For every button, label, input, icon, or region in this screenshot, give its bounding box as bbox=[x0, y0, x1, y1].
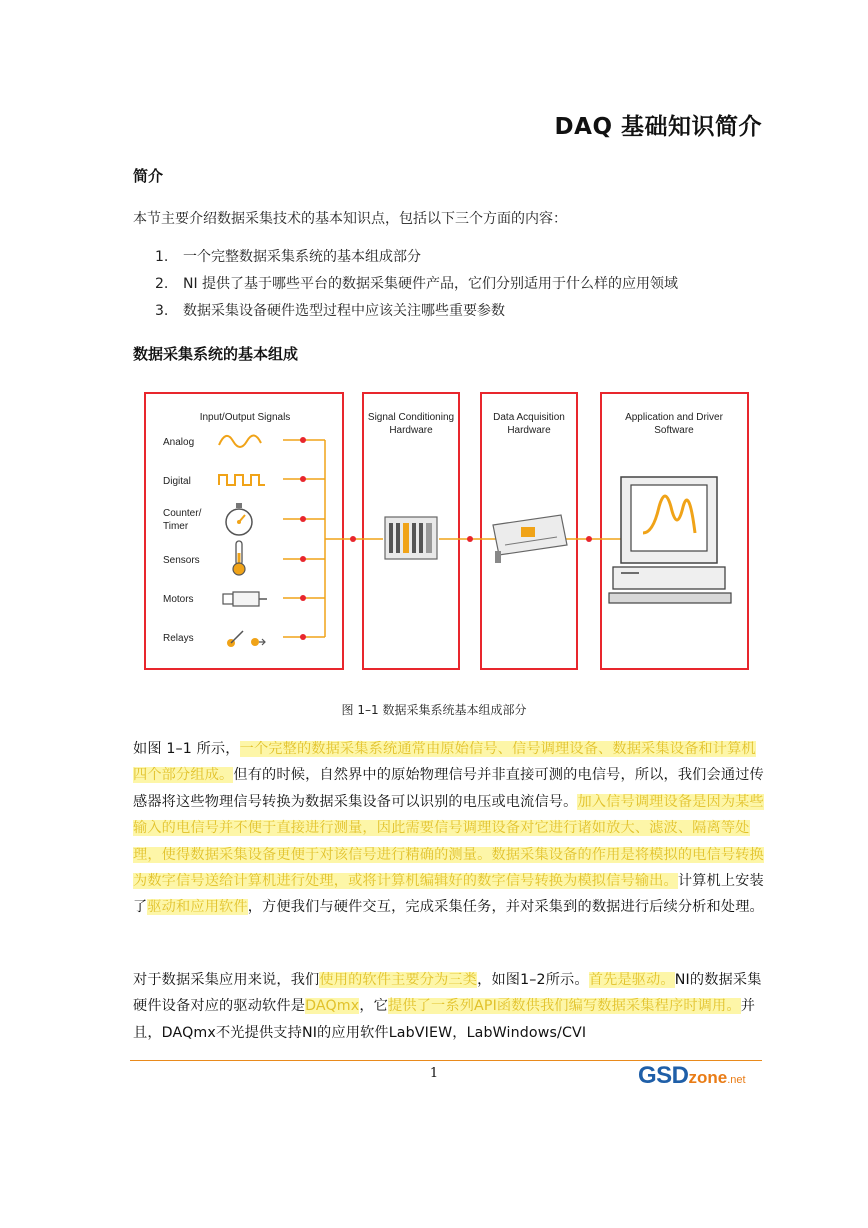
section-heading-components: 数据采集系统的基本组成 bbox=[133, 345, 299, 363]
signal-label-analog: Analog bbox=[163, 437, 195, 448]
sc-box-title-1: Signal Conditioning bbox=[367, 412, 455, 423]
highlighted-text: 加入信号调理设备是因为某些输入的电信号并不便于直接进行测量，因此需要信号调理设备对它进行诸如放大、滤波、隔离等处理，使得数据采集设备更便于对该信号进行精确的测量。数据采集设备的作用是将模拟的电信号转换为数字信号送给计算机进行处理，或将计算机编辑好的数字信号转换为模拟信号输出。 bbox=[133, 793, 764, 890]
section-heading-intro: 简介 bbox=[133, 167, 164, 185]
list-item bbox=[155, 246, 421, 266]
analog-wave-icon bbox=[219, 435, 261, 447]
highlighted-text: 首先是驱动。 bbox=[588, 972, 675, 988]
text-run: 但有的时候，自然界中的原始物理信号并非直接可测的电信号，所以，我们会通过传感器将这些物理信号转换为数据采集设备可以识别的电压或电流信号。 bbox=[133, 767, 764, 810]
text-run: ，方便我们与硬件交互，完成采集任务，并对采集到的数据进行后续分析和处理。 bbox=[247, 899, 764, 916]
list-number: 2. bbox=[155, 276, 169, 292]
text-run: ，如图1–2所示。 bbox=[477, 972, 589, 988]
list-text: 数据采集设备硬件选型过程中应该关注哪些重要参数 bbox=[183, 303, 505, 319]
sw-box-title-1: Application and Driver bbox=[625, 412, 723, 423]
computer-icon bbox=[609, 477, 731, 603]
intro-paragraph: 本节主要介绍数据采集技术的基本知识点，包括以下三个方面的内容： bbox=[133, 211, 567, 227]
signal-label-counter: Counter/ bbox=[163, 508, 202, 519]
list-number: 3. bbox=[155, 303, 169, 319]
signal-wires bbox=[283, 440, 625, 637]
list-item bbox=[155, 273, 678, 293]
page-number: 1 bbox=[429, 1066, 439, 1081]
daq-box-title-2: Hardware bbox=[507, 425, 551, 436]
gsdzone-logo bbox=[638, 1062, 746, 1090]
list-text: NI 提供了基于哪些平台的数据采集硬件产品，它们分别适用于什么样的应用领域 bbox=[183, 276, 679, 292]
list-text: 一个完整数据采集系统的基本组成部分 bbox=[183, 249, 421, 265]
highlighted-text: 提供了一系列API函数供我们编写数据采集程序时调用。 bbox=[388, 998, 741, 1015]
text-run: 对于数据采集应用来说，我们 bbox=[133, 972, 320, 988]
figure-caption: 图 1–1 数据采集系统基本组成部分 bbox=[341, 703, 527, 717]
daq-box-title-1: Data Acquisition bbox=[493, 412, 565, 423]
signal-label-sensors: Sensors bbox=[163, 555, 200, 566]
digital-pulse-icon bbox=[219, 475, 265, 485]
sc-box-title-2: Hardware bbox=[389, 425, 433, 436]
relay-switch-icon bbox=[227, 631, 265, 647]
signal-conditioning-module-icon bbox=[385, 517, 437, 559]
signal-label-digital: Digital bbox=[163, 476, 191, 487]
signal-label-relays: Relays bbox=[163, 633, 194, 644]
text-run: 并且，DAQmx不光提供支持NI的应用软件LabVIEW，LabWindows/CVI bbox=[133, 998, 756, 1041]
highlighted-text: DAQmx bbox=[305, 998, 360, 1015]
logo-text-net: .net bbox=[727, 1074, 746, 1086]
logo-text-zone: zone bbox=[688, 1068, 728, 1087]
body-paragraph-2 bbox=[133, 967, 769, 1046]
body-paragraph-1 bbox=[133, 736, 769, 921]
daq-card-icon bbox=[493, 515, 567, 563]
thermometer-icon bbox=[233, 541, 245, 575]
signal-label-motors: Motors bbox=[163, 594, 194, 605]
page-title: DAQ 基础知识简介 bbox=[554, 114, 762, 140]
highlighted-text: 驱动和应用软件 bbox=[147, 899, 248, 916]
logo-text-gsd: GSD bbox=[638, 1062, 689, 1089]
daq-system-diagram bbox=[133, 385, 753, 675]
sw-box-title-2: Software bbox=[654, 425, 694, 436]
motor-icon bbox=[223, 592, 267, 606]
stopwatch-icon bbox=[226, 503, 252, 535]
text-run: 计算机上安装了 bbox=[133, 873, 764, 916]
list-number: 1. bbox=[155, 249, 169, 265]
text-run: NI的数据采集硬件设备对应的驱动软件是 bbox=[133, 972, 762, 1015]
signal-label-timer: Timer bbox=[163, 521, 189, 532]
highlighted-text: 一个完整的数据采集系统通常由原始信号、信号调理设备、数据采集设备和计算机四个部分组成。 bbox=[133, 741, 756, 784]
highlighted-text: 使用的软件主要分为三类 bbox=[319, 972, 478, 988]
footer-divider bbox=[130, 1060, 762, 1061]
text-run: 如图 1–1 所示， bbox=[133, 741, 240, 757]
io-box-title: Input/Output Signals bbox=[199, 412, 291, 423]
text-run: ，它 bbox=[359, 998, 389, 1015]
list-item bbox=[155, 300, 505, 320]
